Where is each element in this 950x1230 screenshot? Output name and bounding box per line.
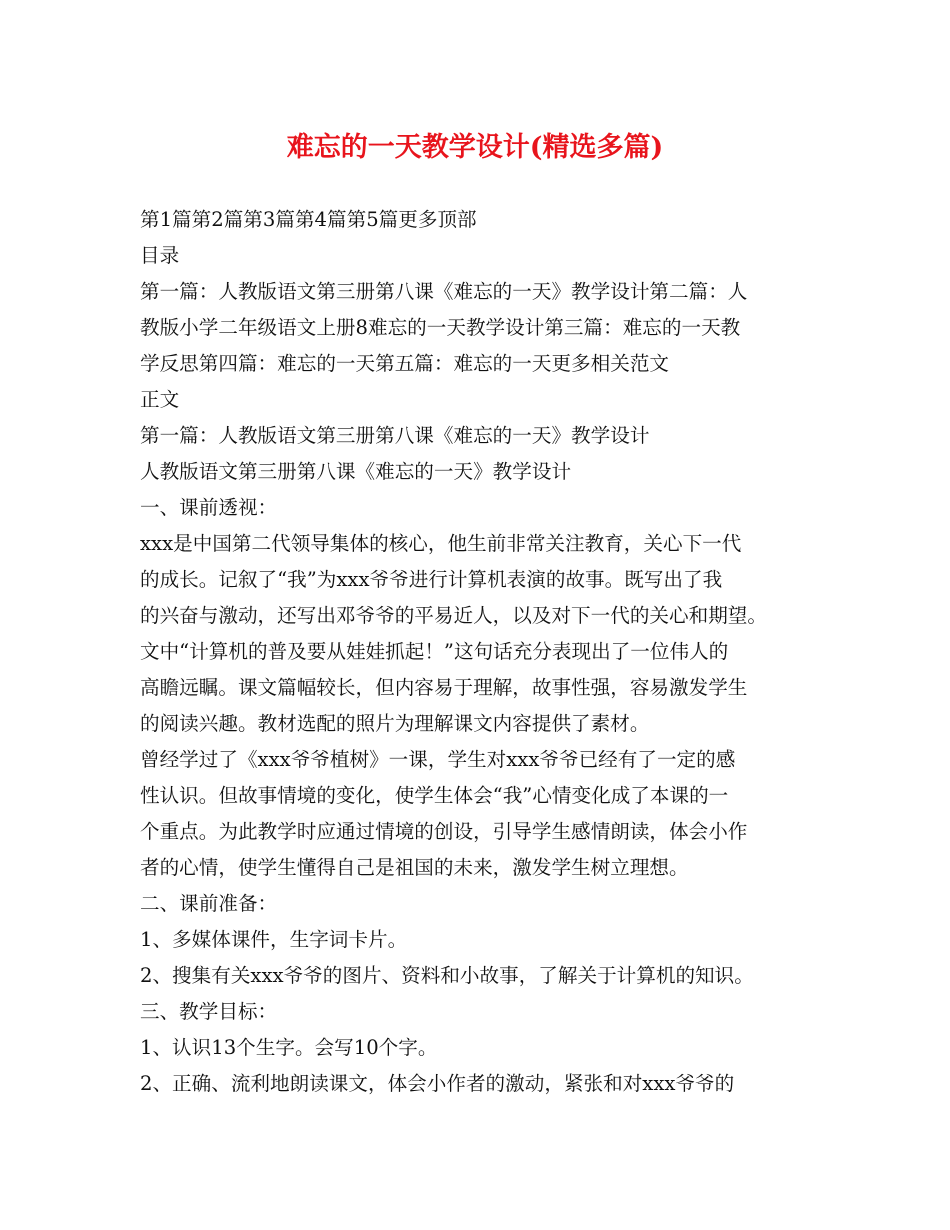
list-item: 2、搜集有关xxx爷爷的图片、资料和小故事，了解关于计算机的知识。: [140, 964, 754, 987]
paragraph-line: 的成长。记叙了“我”为xxx爷爷进行计算机表演的故事。既写出了我: [140, 568, 723, 591]
subheading-objectives: 三、教学目标：: [140, 1000, 278, 1023]
contents-line: 教版小学二年级语文上册8难忘的一天教学设计第三篇：难忘的一天教: [140, 316, 741, 339]
subheading-preview: 一、课前透视：: [140, 496, 278, 519]
paragraph-line: xxx是中国第二代领导集体的核心，他生前非常关注教育，关心下一代: [140, 532, 742, 555]
contents-line: 学反思第四篇：难忘的一天第五篇：难忘的一天更多相关范文: [140, 352, 670, 375]
paragraph-line: 个重点。为此教学时应通过情境的创设，引导学生感情朗读，体会小作: [140, 820, 748, 843]
toc-nav-line: 第1篇第2篇第3篇第4篇第5篇更多顶部: [140, 208, 477, 231]
subheading-preparation: 二、课前准备：: [140, 892, 278, 915]
paragraph-line: 性认识。但故事情境的变化，使学生体会“我”心情变化成了本课的一: [140, 784, 729, 807]
paragraph-line: 文中“计算机的普及要从娃娃抓起！”这句话充分表现出了一位伟人的: [140, 640, 729, 663]
section-heading: 第一篇：人教版语文第三册第八课《难忘的一天》教学设计: [140, 424, 650, 447]
heading-contents: 目录: [140, 244, 180, 267]
list-item: 2、正确、流利地朗读课文，体会小作者的激动，紧张和对xxx爷爷的: [140, 1072, 735, 1095]
heading-body: 正文: [140, 388, 180, 411]
section-subtitle: 人教版语文第三册第八课《难忘的一天》教学设计: [140, 460, 572, 483]
paragraph-line: 的兴奋与激动，还写出邓爷爷的平易近人，以及对下一代的关心和期望。: [140, 604, 767, 627]
document-title: 难忘的一天教学设计(精选多篇): [286, 132, 664, 163]
paragraph-line: 的阅读兴趣。教材选配的照片为理解课文内容提供了素材。: [140, 712, 650, 735]
document-body: [140, 202, 816, 1102]
paragraph-line: 高瞻远瞩。课文篇幅较长，但内容易于理解，故事性强，容易激发学生: [140, 676, 748, 699]
paragraph-line: 者的心情，使学生懂得自己是祖国的未来，激发学生树立理想。: [140, 856, 689, 879]
paragraph-line: 曾经学过了《xxx爷爷植树》一课，学生对xxx爷爷已经有了一定的感: [140, 748, 736, 771]
list-item: 1、多媒体课件，生字词卡片。: [140, 928, 408, 951]
contents-line: 第一篇：人教版语文第三册第八课《难忘的一天》教学设计第二篇：人: [140, 280, 748, 303]
list-item: 1、认识13个生字。会写10个字。: [140, 1036, 438, 1059]
